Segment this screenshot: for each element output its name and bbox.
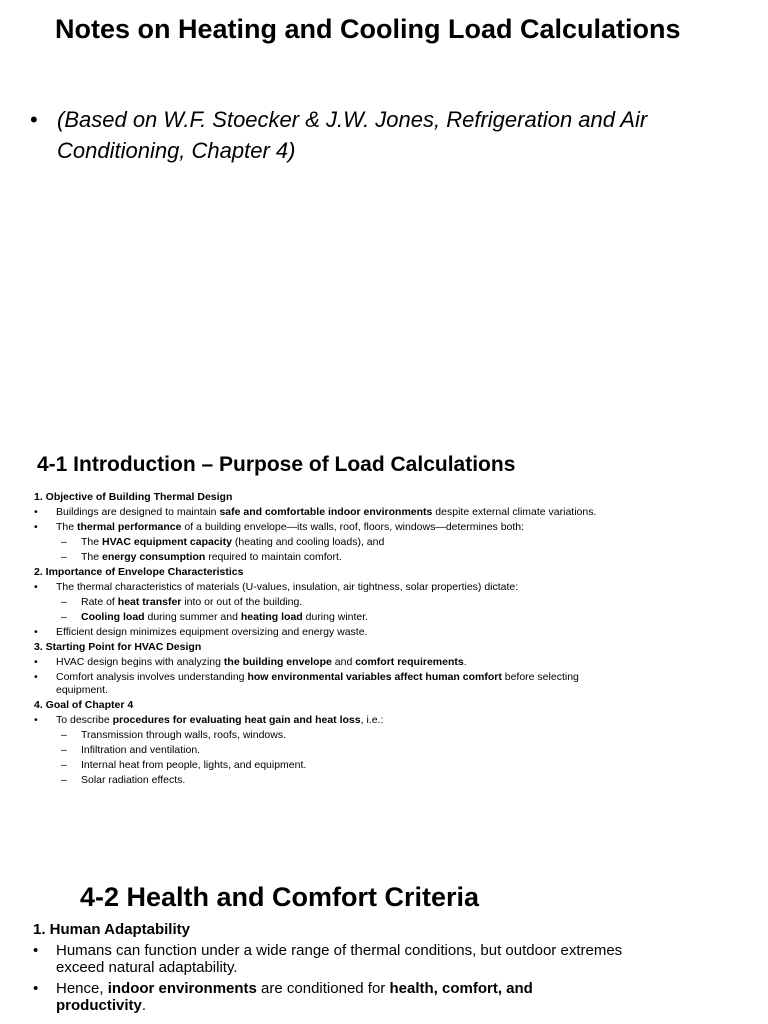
- sub-list-item: – Cooling load during summer and heating load during winter.: [34, 611, 604, 624]
- section-heading: 1. Objective of Building Thermal Design: [34, 491, 233, 503]
- sub-list-item: – The HVAC equipment capacity (heating and cooling loads), and: [34, 536, 604, 549]
- slide-3-title: 4-2 Health and Comfort Criteria: [80, 882, 480, 912]
- sub-list-item: – Rate of heat transfer into or out of the building.: [34, 596, 604, 609]
- slide-2-title: 4-1 Introduction – Purpose of Load Calculations: [37, 453, 516, 476]
- list-item: • Comfort analysis involves understanding how environmental variables affect human comfort before selecting equipment.: [34, 671, 604, 697]
- section-heading: 4. Goal of Chapter 4: [34, 699, 134, 711]
- slide-1-bullet-text: (Based on W.F. Stoecker & J.W. Jones, Refrigeration and Air Conditioning, Chapter 4): [57, 107, 648, 163]
- list-item: • The thermal performance of a building envelope—its walls, roof, floors, windows—determines both:: [34, 521, 604, 534]
- slide-1-bullet: [30, 104, 710, 166]
- list-item: • Efficient design minimizes equipment oversizing and energy waste.: [34, 626, 604, 639]
- slide-1-title: Notes on Heating and Cooling Load Calculations: [55, 14, 681, 44]
- list-item: • Humans can function under a wide range of thermal conditions, but outdoor extremes exceed natural adaptability.: [33, 942, 623, 976]
- list-item: • HVAC design begins with analyzing the building envelope and comfort requirements.: [34, 656, 604, 669]
- sub-list-item: – Solar radiation effects.: [34, 774, 604, 787]
- sub-list-item: – Infiltration and ventilation.: [34, 744, 604, 757]
- section-heading: 3. Starting Point for HVAC Design: [34, 641, 202, 653]
- slide-3-body: [33, 921, 623, 1014]
- sub-list-item: – Transmission through walls, roofs, windows.: [34, 729, 604, 742]
- section-heading: 1. Human Adaptability: [33, 921, 190, 938]
- section-heading: 2. Importance of Envelope Characteristics: [34, 566, 244, 578]
- sub-list-item: – Internal heat from people, lights, and equipment.: [34, 759, 604, 772]
- slide-2-body: [34, 489, 604, 787]
- list-item: • Buildings are designed to maintain safe and comfortable indoor environments despite external climate variations.: [34, 506, 604, 519]
- list-item: • To describe procedures for evaluating heat gain and heat loss, i.e.:: [34, 714, 604, 727]
- list-item: • Hence, indoor environments are conditioned for health, comfort, and productivity.: [33, 980, 623, 1014]
- list-item: • The thermal characteristics of materials (U-values, insulation, air tightness, solar properties) dictate:: [34, 581, 604, 594]
- sub-list-item: – The energy consumption required to maintain comfort.: [34, 551, 604, 564]
- bullet-dot-icon: •: [30, 107, 38, 132]
